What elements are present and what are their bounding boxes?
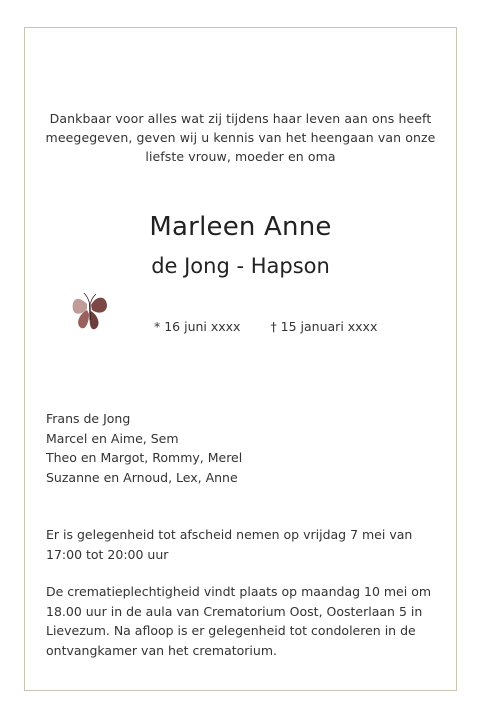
intro-line: liefste vrouw, moeder en oma: [145, 149, 336, 164]
farewell-line: 17:00 tot 20:00 uur: [46, 546, 169, 562]
deceased-first-name: Marleen Anne: [149, 212, 332, 242]
family-line: Suzanne en Arnoud, Lex, Anne: [46, 469, 238, 485]
farewell-paragraph: [46, 525, 412, 564]
intro-text: [25, 109, 456, 166]
farewell-line: Er is gelegenheid tot afscheid nemen op vrijdag 7 mei van: [46, 527, 413, 542]
announcement-card: [24, 27, 457, 691]
ceremony-paragraph: [46, 582, 431, 660]
family-line: Theo en Margot, Rommy, Merel: [46, 450, 243, 465]
deceased-last-name: de Jong - Hapson: [151, 254, 330, 278]
ceremony-line: De crematieplechtigheid vindt plaats op maandag 10 mei om: [46, 584, 432, 599]
ceremony-line: Lievezum. Na afloop is er gelegenheid tot condoleren in de: [46, 623, 416, 638]
death-date: † 15 januari xxxx: [270, 319, 378, 334]
ceremony-line: 18.00 uur in de aula van Crematorium Oost, Oosterlaan 5 in: [46, 603, 423, 619]
family-line: Marcel en Aime, Sem: [46, 430, 179, 446]
ceremony-line: ontvangkamer van het crematorium.: [46, 642, 277, 658]
intro-line: meegegeven, geven wij u kennis van het heengaan van onze: [45, 130, 436, 145]
intro-line: Dankbaar voor alles wat zij tijdens haar leven aan ons heeft: [49, 111, 432, 126]
birth-date: * 16 juni xxxx: [154, 319, 241, 334]
life-dates: [154, 319, 377, 334]
butterfly-icon: [69, 290, 111, 334]
family-line: Frans de Jong: [46, 411, 131, 426]
family-list: [46, 409, 242, 487]
